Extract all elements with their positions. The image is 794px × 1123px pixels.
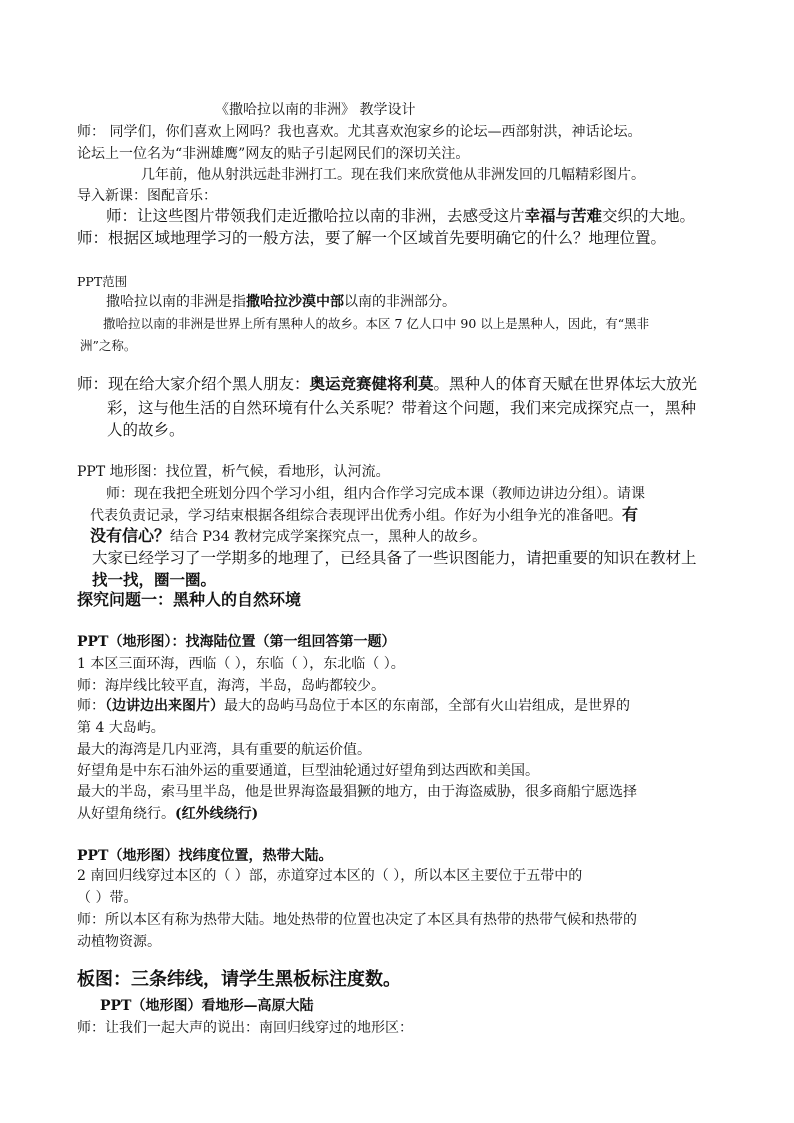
emphasis-text: 幸福与苦难 <box>524 206 603 225</box>
text-line: 人的故乡。 <box>107 421 185 439</box>
subsection-heading: PPT（地形图）：找海陆位置（第一组回答第一题） <box>77 634 396 650</box>
text-line: 师：根据区域地理学习的一般方法，要了解一个区域首先要明确它的什么？地理位置。 <box>77 229 667 247</box>
text-line: 最大的半岛，索马里半岛，他是世界海盗最猖獗的地方，由于海盗威胁，很多商船宁愿选择 <box>77 784 637 800</box>
emphasis-text: 有 <box>622 505 639 524</box>
text-line: 大家已经学习了一学期多的地理了，已经具备了一些识图能力，请把重要的知识在教材上 <box>92 549 697 567</box>
text-line: 第 4 大岛屿。 <box>77 720 165 736</box>
text-line: 师：海岸线比较平直，海湾，半岛，岛屿都较少。 <box>77 678 385 694</box>
question-line: 1 本区三面环海，西临（ ），东临（ ），东北临（ ）。 <box>77 656 405 672</box>
title-text: 《撒哈拉以南的非洲》 教学设计 <box>215 102 416 118</box>
emphasis-text: (红外线绕行) <box>175 806 259 822</box>
text-line: 最大的海湾是几内亚湾，具有重要的航运价值。 <box>77 742 371 758</box>
emphasis-text: （边讲边出来图片） <box>105 698 224 714</box>
section-heading: 板图：三条纬线，请学生黑板标注度数。 <box>77 969 401 990</box>
text-line: 师：（边讲边出来图片）最大的岛屿马岛位于本区的东南部，全部有火山岩组成，是世界的 <box>77 698 630 714</box>
question-line: 2 南回归线穿过本区的（ ）部，赤道穿过本区的（ ），所以本区主要位于五带中的 <box>77 868 583 884</box>
emphasis-text: 奥运竞赛健将利莫 <box>309 374 434 393</box>
text-line: 师：所以本区有称为热带大陆。地处热带的位置也决定了本区具有热带的热带气候和热带的 <box>77 912 637 928</box>
text-line: 代表负责记录，学习结束根据各组综合表现评出优秀小组。作好为小组争光的准备吧。有 <box>90 505 639 524</box>
text-line: 彩，这与他生活的自然环境有什么关系呢？带着这个问题，我们来完成探究点一，黑种 <box>107 399 697 417</box>
document-title <box>215 101 415 119</box>
emphasis-text: 撒哈拉沙漠中部 <box>246 294 344 310</box>
text-line: 洲”之称。 <box>80 338 137 353</box>
text-line: 好望角是中东石油外运的重要通道，巨型油轮通过好望角到达西欧和美国。 <box>77 763 539 779</box>
emphasis-text: 没有信心？ <box>90 526 171 545</box>
text-line: 论坛上一位名为“非洲雄鹰”网友的贴子引起网民们的深切关注。 <box>77 146 470 162</box>
text-line: 师：现在我把全班划分四个学习小组，组内合作学习完成本课（教师边讲边分组）。请课 <box>106 486 645 502</box>
subsection-heading: PPT（地形图）看地形—高原大陆 <box>100 998 314 1014</box>
text-line: 师：现在给大家介绍个黑人朋友：奥运竞赛健将利莫。黑种人的体育天赋在世界体坛大放光 <box>77 374 698 393</box>
text-line: 师：让这些图片带领我们走近撒哈拉以南的非洲，去感受这片幸福与苦难交织的大地。 <box>106 206 696 225</box>
text-line: 导入新课：图配音乐： <box>77 188 217 204</box>
subsection-heading: PPT（地形图）找纬度位置，热带大陆。 <box>77 848 333 864</box>
section-heading: 探究问题一：黑种人的自然环境 <box>77 590 302 609</box>
question-line: （ ）带。 <box>77 890 138 906</box>
text-line: 几年前，他从射洪远赴非洲打工。现在我们来欣赏他从非洲发回的几幅精彩图片。 <box>141 167 645 183</box>
text-line: 师：让我们一起大声的说出：南回归线穿过的地形区： <box>77 1020 413 1036</box>
text-line: 没有信心？结合 P34 教材完成学案探究点一，黑种人的故乡。 <box>90 526 487 545</box>
text-line: 从好望角绕行。(红外线绕行) <box>77 806 259 822</box>
text-line: 动植物资源。 <box>77 934 161 950</box>
text-line: 找一找，圈一圈。 <box>92 570 217 589</box>
text-line: 师： 同学们，你们喜欢上网吗？我也喜欢。尤其喜欢泡家乡的论坛—西部射洪，神话论坛。 <box>77 124 642 140</box>
text-line: 撒哈拉以南的非洲是指撒哈拉沙漠中部以南的非洲部分。 <box>106 294 456 310</box>
text-line: PPT范围 <box>77 274 128 289</box>
text-line: PPT 地形图：找位置，析气候，看地形，认河流。 <box>77 464 390 480</box>
text-line: 撒哈拉以南的非洲是世界上所有黑种人的故乡。本区 7 亿人口中 90 以上是黑种人，因此，有“黑非 <box>103 316 650 331</box>
